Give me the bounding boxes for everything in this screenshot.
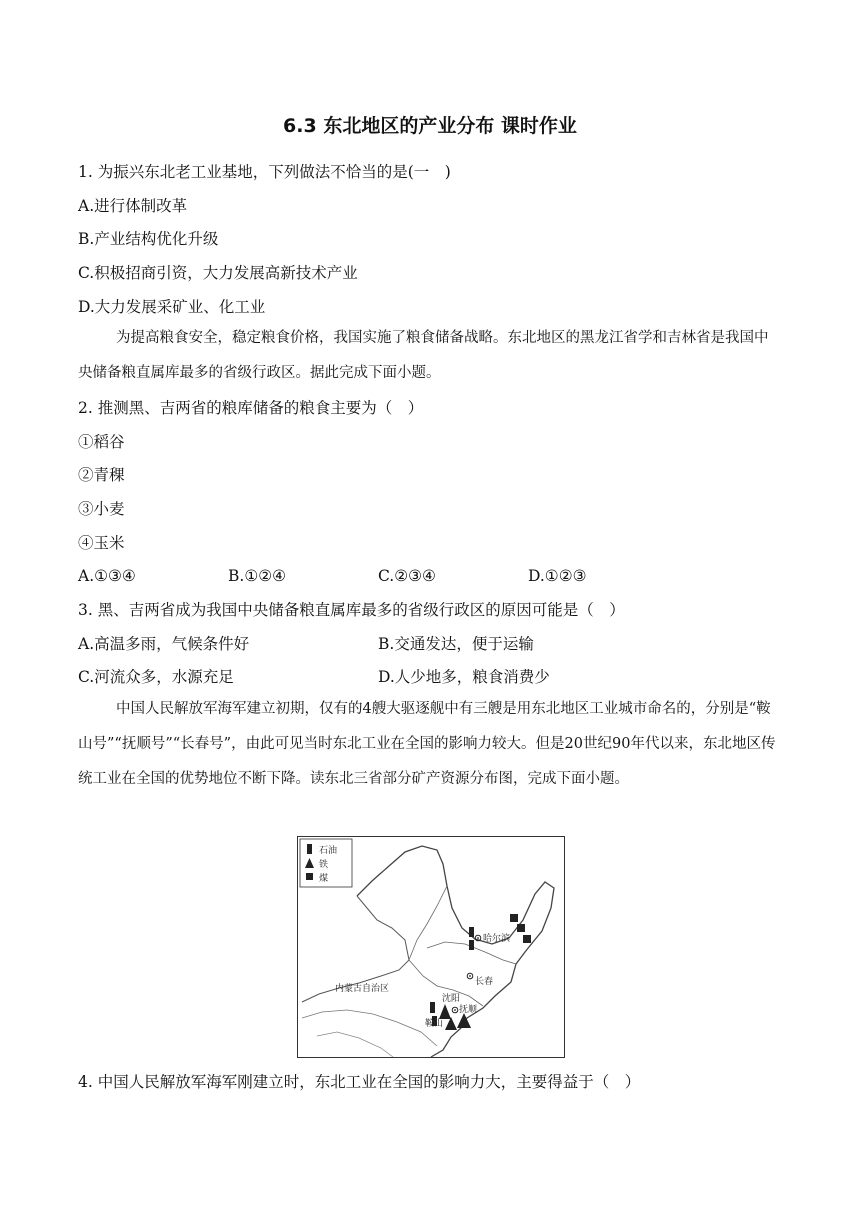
q3-stem: 3. 黑、吉两省成为我国中央储备粮直属库最多的省级行政区的原因可能是（ ） <box>78 601 625 619</box>
q1-stem: 1. 为振兴东北老工业基地，下列做法不恰当的是(一 ) <box>78 163 451 181</box>
mineral-resources-map <box>297 836 565 1058</box>
q2-option-b: B.①②④ <box>228 567 287 585</box>
passage-1-text: 为提高粮食安全，稳定粮食价格，我国实施了粮食储备战略。东北地区的黑龙江省学和吉林省是我国中央储备粮直属库最多的省级行政区。据此完成下面小题。 <box>78 330 769 381</box>
q2-stem: 2. 推测黑、吉两省的粮库储备的粮食主要为（ ） <box>78 399 424 417</box>
passage-1 <box>78 321 778 391</box>
oil-marker <box>469 940 474 950</box>
q1-option-b: B.产业结构优化升级 <box>78 230 219 248</box>
q3-option-d: D.人少地多，粮食消费少 <box>378 668 550 686</box>
q2-item-1: ①稻谷 <box>78 433 125 451</box>
neimenggu-label: 内蒙古自治区 <box>335 984 390 994</box>
anshan-label: 鞍山 <box>425 1019 444 1029</box>
legend-coal-label: 煤 <box>319 874 329 884</box>
harbin-label: 哈尔滨 <box>483 934 511 944</box>
coal-marker <box>517 924 525 932</box>
harbin-city-dot <box>477 937 479 939</box>
passage-2 <box>78 692 778 797</box>
q1-option-c: C.积极招商引资，大力发展高新技术产业 <box>78 264 358 282</box>
q3-option-a: A.高温多雨，气候条件好 <box>78 635 250 653</box>
q2-item-4: ④玉米 <box>78 534 125 552</box>
passage-2-text: 中国人民解放军海军建立初期，仅有的4艘大驱逐舰中有三艘是用东北地区工业城市命名的，分别是“鞍山号”“抚顺号”“长春号”，由此可见当时东北工业在全国的影响力较大。但是20世纪90年代以来，东北地区传统工业在全国的优势地位不断下降。读东北三省部分矿产资源分布图，完成下面小题。 <box>78 701 776 787</box>
q2-option-d: D.①②③ <box>528 567 587 585</box>
q3-option-b: B.交通发达，便于运输 <box>378 635 534 653</box>
fushun-city-dot <box>454 1009 456 1011</box>
fushun-label: 抚顺 <box>459 1005 478 1015</box>
q1-option-d: D.大力发展采矿业、化工业 <box>78 298 266 316</box>
changchun-label: 长春 <box>475 977 494 987</box>
legend-coal-icon <box>306 873 313 880</box>
oil-marker <box>469 927 474 937</box>
changchun-city-dot <box>469 975 471 977</box>
q2-option-c: C.②③④ <box>378 567 436 585</box>
coal-marker <box>523 935 531 943</box>
legend-oil-label: 石油 <box>319 846 338 856</box>
legend-oil-icon <box>307 844 312 854</box>
q2-item-2: ②青稞 <box>78 466 125 484</box>
legend-iron-label: 铁 <box>319 860 329 870</box>
page-title: 6.3 东北地区的产业分布 课时作业 <box>283 115 577 137</box>
oil-marker <box>430 1002 435 1013</box>
q2-item-3: ③小麦 <box>78 500 125 518</box>
q4-stem: 4. 中国人民解放军海军刚建立时，东北工业在全国的影响力大，主要得益于（ ） <box>78 1073 641 1091</box>
coal-marker <box>510 914 518 922</box>
q2-option-a: A.①③④ <box>78 567 136 585</box>
q3-option-c: C.河流众多，水源充足 <box>78 668 234 686</box>
q1-option-a: A.进行体制改革 <box>78 197 188 215</box>
map-svg <box>297 836 565 1058</box>
shenyang-label: 沈阳 <box>442 994 461 1004</box>
